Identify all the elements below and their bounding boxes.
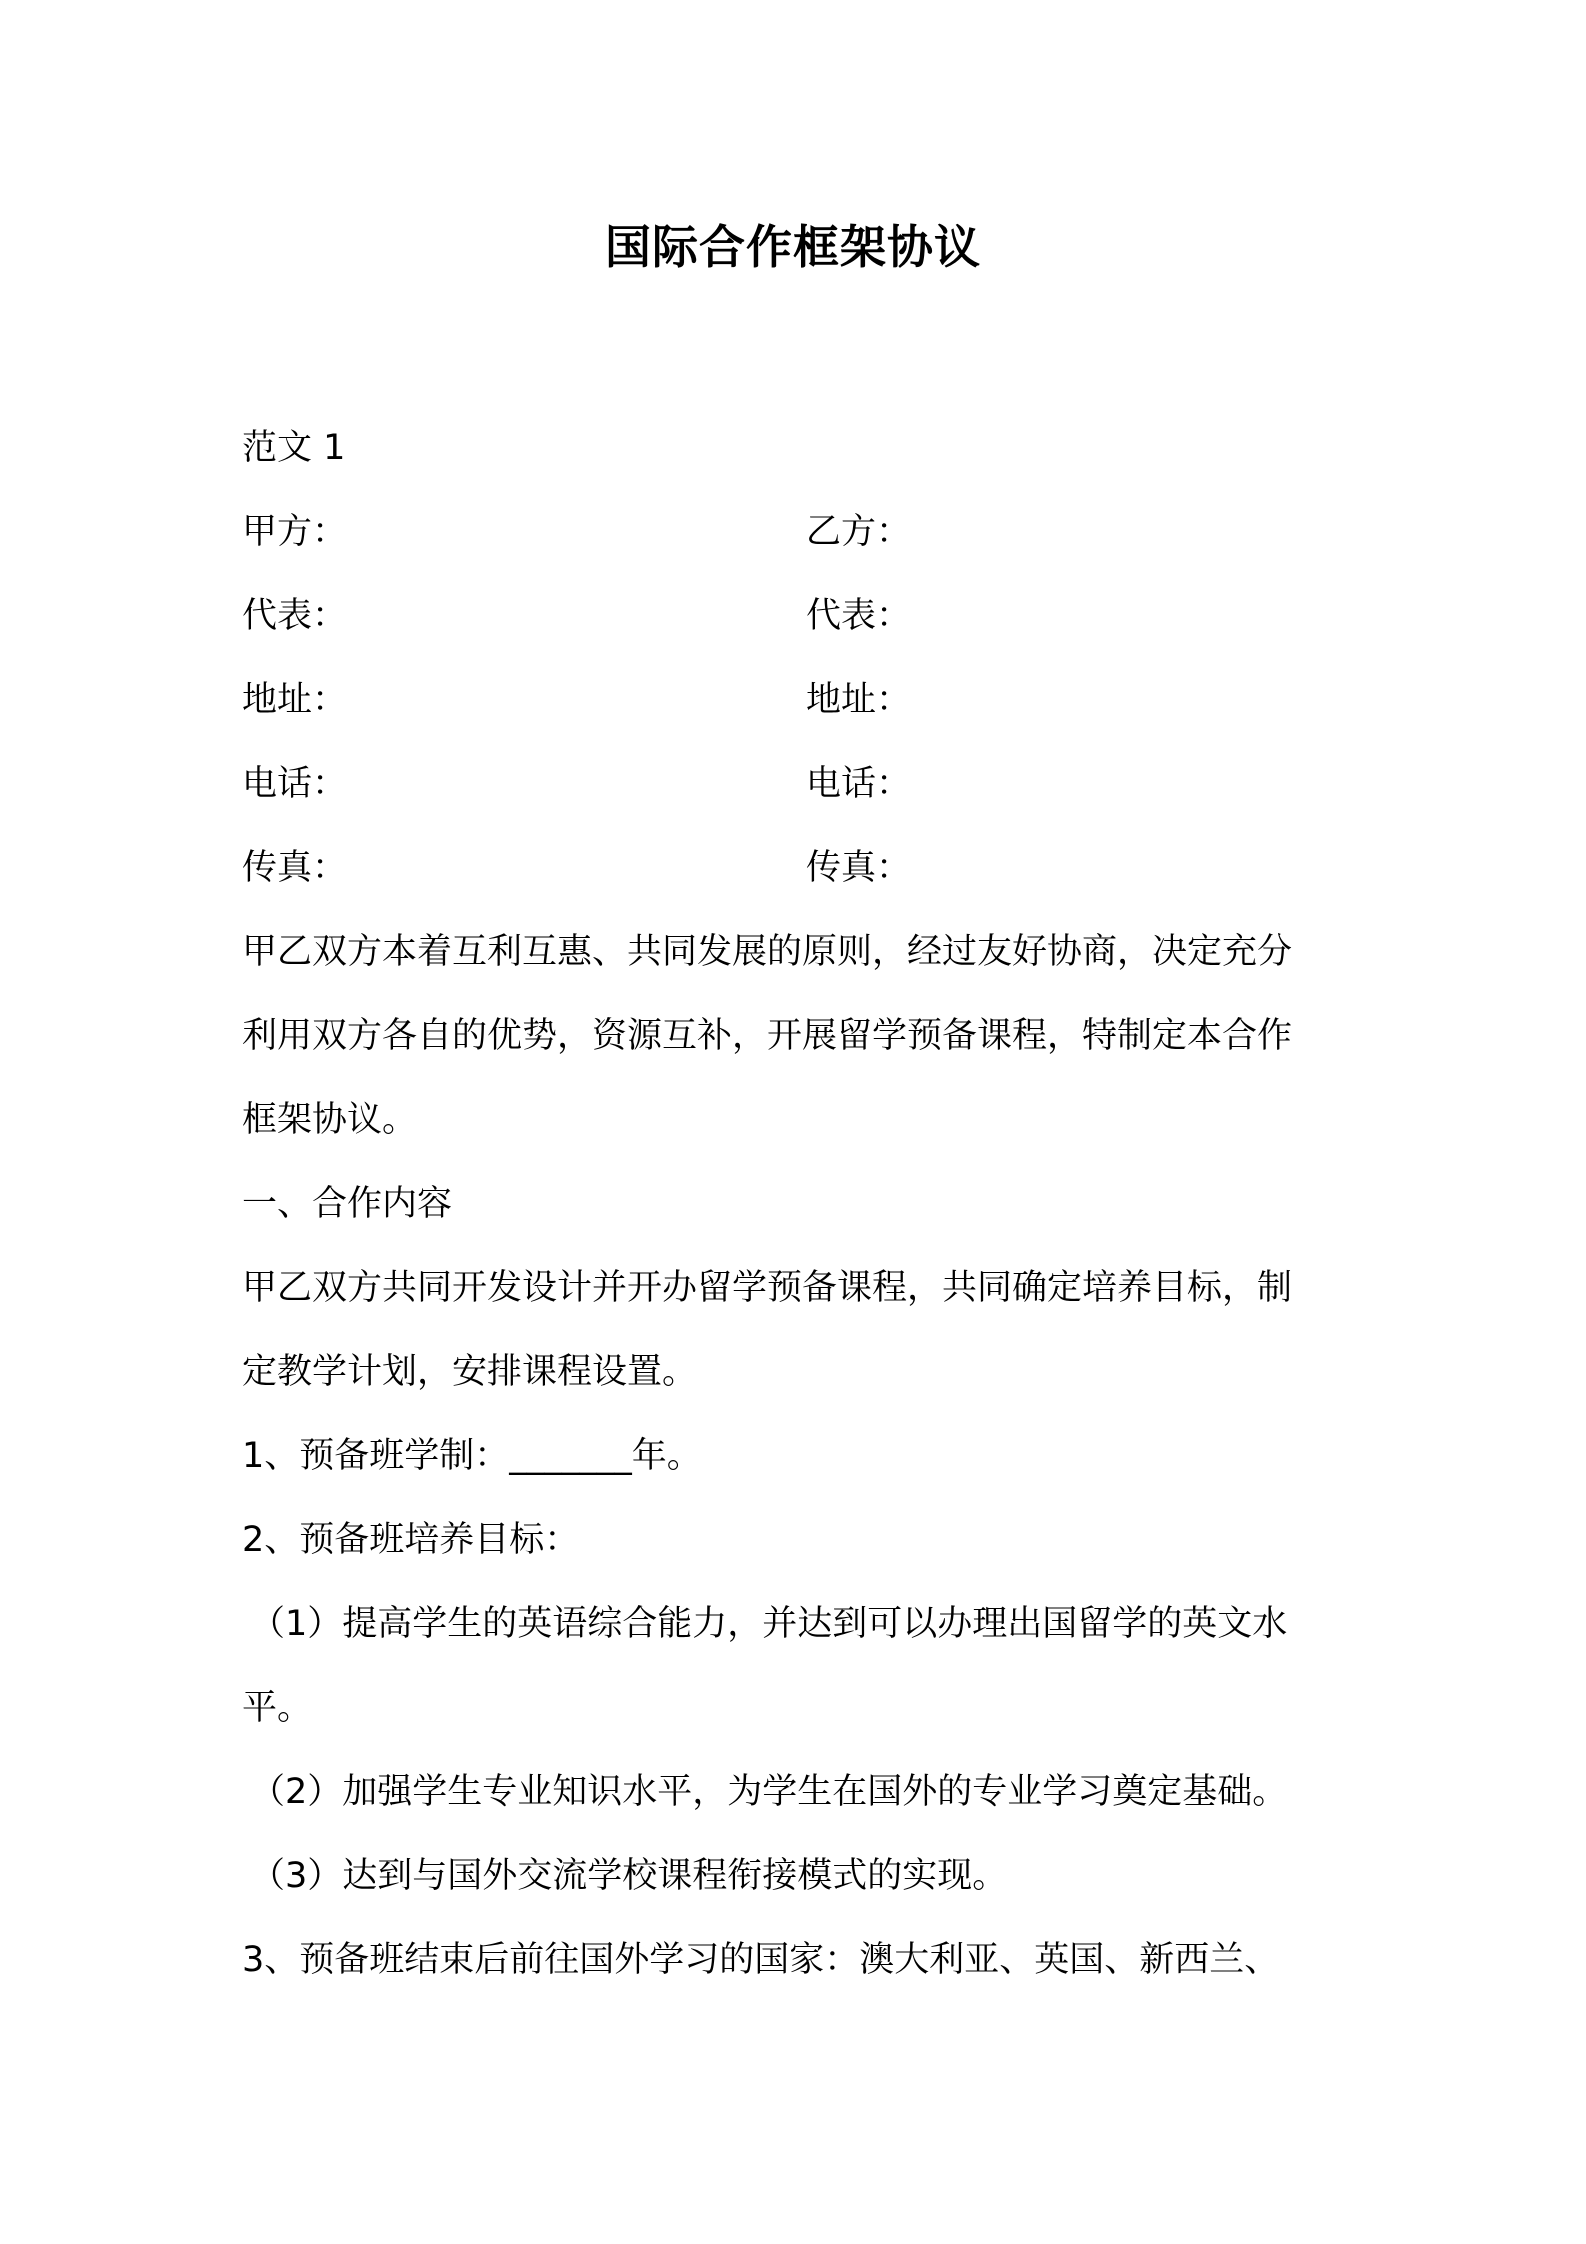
document-title: 国际合作框架协议 [605, 220, 981, 274]
document-body [242, 406, 1362, 2002]
party-b-phone-label: 电话： [806, 764, 912, 804]
item-training-goals: 2、预备班培养目标： [242, 1520, 580, 1560]
party-b-label: 乙方： [806, 512, 912, 552]
party-row-phone [242, 742, 1362, 826]
section-paragraph-line: 甲乙双方共同开发设计并开办留学预备课程，共同确定培养目标，制 [242, 1268, 1293, 1308]
intro-paragraph-line: 利用双方各自的优势，资源互补，开展留学预备课程，特制定本合作 [242, 1016, 1293, 1056]
goal-line: （1）提高学生的英语综合能力，并达到可以办理出国留学的英文水 [250, 1604, 1288, 1644]
party-a-address-label: 地址： [242, 680, 348, 720]
party-b-address-label: 地址： [806, 680, 912, 720]
sample-label: 范文 1 [242, 428, 346, 468]
section-paragraph-line: 定教学计划，安排课程设置。 [242, 1352, 698, 1392]
party-a-phone-label: 电话： [242, 764, 348, 804]
item-program-duration: 1、预备班学制：_______年。 [242, 1436, 702, 1476]
party-row-representative [242, 574, 1362, 658]
party-a-fax-label: 传真： [242, 848, 348, 888]
party-row-fax [242, 826, 1362, 910]
goal-line: 平。 [242, 1688, 313, 1728]
goal-line: （2）加强学生专业知识水平，为学生在国外的专业学习奠定基础。 [250, 1772, 1288, 1812]
intro-paragraph-line: 框架协议。 [242, 1100, 418, 1140]
party-row-address [242, 658, 1362, 742]
item-destination-countries: 3、预备班结束后前往国外学习的国家：澳大利亚、英国、新西兰、 [242, 1940, 1280, 1980]
goal-line: （3）达到与国外交流学校课程衔接模式的实现。 [250, 1856, 1008, 1896]
party-a-representative-label: 代表： [242, 596, 348, 636]
party-a-label: 甲方： [242, 512, 348, 552]
intro-paragraph-line: 甲乙双方本着互利互惠、共同发展的原则，经过友好协商，决定充分 [242, 932, 1293, 972]
party-b-fax-label: 传真： [806, 848, 912, 888]
section-heading-cooperation: 一、合作内容 [242, 1184, 453, 1224]
party-row-party [242, 490, 1362, 574]
party-b-representative-label: 代表： [806, 596, 912, 636]
